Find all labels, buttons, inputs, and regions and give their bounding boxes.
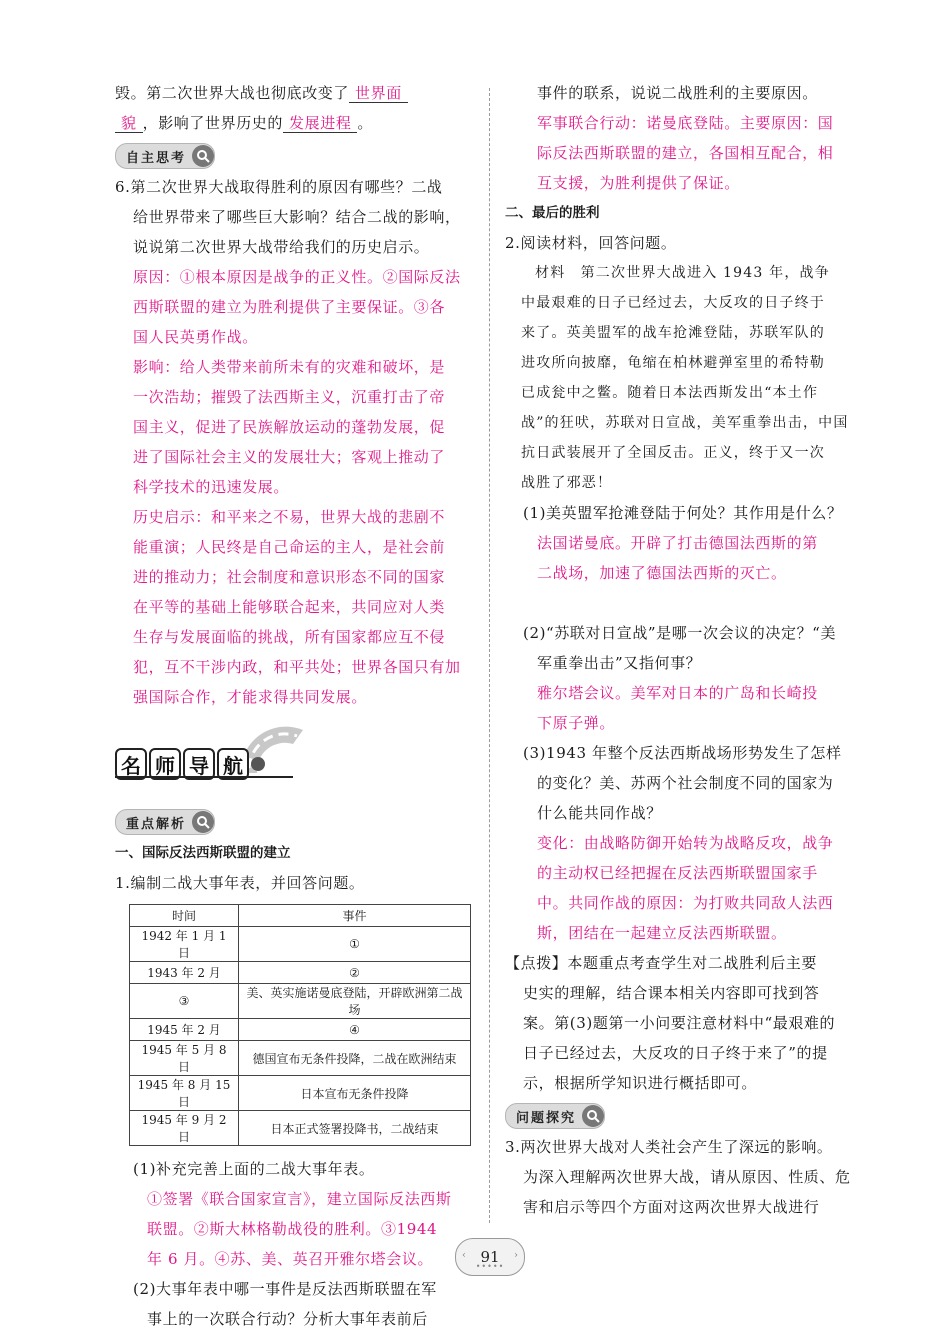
right-chevron-icon: ›	[514, 1250, 518, 1261]
reading-material	[505, 258, 865, 498]
material-line: 战”的狂吠，苏联对日宣战，美军重拳出击，中国	[521, 415, 849, 431]
banner-char: 导	[183, 748, 215, 780]
answer-line: 国人民英勇作战。	[133, 328, 258, 346]
question-2-2: (2)“苏联对日宣战”是哪一次会议的决定？“美	[523, 624, 837, 642]
table-cell: 1945 年 8 月 15 日	[130, 1076, 239, 1111]
table-header-event: 事件	[239, 905, 471, 927]
banner-rule	[115, 776, 293, 778]
answer-line: 联盟。②斯大林格勒战役的胜利。③1944	[147, 1220, 438, 1238]
material-line: 抗日武装展开了全国反击。正义，终于又一次	[521, 445, 825, 461]
question-2-3-line: 什么能共同作战？	[537, 804, 662, 822]
answer-blank-1b: 貌	[115, 114, 143, 133]
question-1-2: (2)大事年表中哪一事件是反法西斯联盟在军	[133, 1280, 437, 1298]
tip-line: 案。第(3)题第一小问要注意材料中“最艰难的	[523, 1014, 836, 1032]
answer-line: 的主动权已经把握在反法西斯联盟国家手	[537, 864, 818, 882]
answer-2-3	[505, 828, 865, 948]
teacher-guide-banner	[115, 718, 475, 800]
banner-char: 名	[115, 748, 147, 780]
material-line: 中最艰难的日子已经过去，大反攻的日子终于	[521, 295, 825, 311]
question-2-3: (3)1943 年整个反法西斯战场形势发生了怎样	[523, 744, 842, 762]
table-header-time: 时间	[130, 905, 239, 927]
table-cell: 美、英实施诺曼底登陆，开辟欧洲第二战场	[239, 984, 471, 1019]
table-row	[130, 1041, 471, 1076]
fill-text-1: 毁。第二次世界大战也彻底改变了	[115, 84, 350, 102]
question-2-3-line: 的变化？美、苏两个社会制度不同的国家为	[537, 774, 834, 792]
answer-line: 强国际合作，才能求得共同发展。	[133, 688, 368, 706]
magnifier-icon	[192, 811, 214, 833]
table-cell: ④	[239, 1019, 471, 1041]
answer-line: 变化：由战略防御开始转为战略反攻，战争	[537, 834, 834, 852]
answer-line: 国主义，促进了民族解放运动的蓬勃发展，促	[133, 418, 446, 436]
section-tag-label: 重点解析	[126, 816, 187, 832]
table-header-row	[130, 905, 471, 927]
answer-line: 影响：给人类带来前所未有的灾难和破坏，是	[133, 358, 446, 376]
answer-6	[115, 262, 475, 712]
answer-line: 犯，互不干涉内政，和平共处；世界各国只有加	[133, 658, 461, 676]
answer-line: 历史启示：和平来之不易，世界大战的悲剧不	[133, 508, 446, 526]
section-heading-2: 二、最后的胜利	[505, 205, 600, 221]
material-line: 来了。英美盟军的战车抢滩登陆，苏联军队的	[521, 325, 825, 341]
material-line: 已成瓮中之鳖。随着日本法西斯发出“本土作	[521, 385, 819, 401]
table-row	[130, 962, 471, 984]
answer-line: 能重演；人民终是自己命运的主人，是社会前	[133, 538, 446, 556]
left-chevron-icon: ‹	[462, 1250, 466, 1261]
answer-line: 中。共同作战的原因：为打败共同敌人法西	[537, 894, 834, 912]
table-cell: 德国宣布无条件投降，二战在欧洲结束	[239, 1041, 471, 1076]
table-row	[130, 1111, 471, 1146]
answer-1-1	[115, 1184, 475, 1274]
fill-text-3: 。	[357, 114, 374, 132]
left-column	[115, 78, 475, 1334]
answer-line: 进了国际社会主义的发展壮大；客观上推动了	[133, 448, 446, 466]
question-2: 2.阅读材料，回答问题。	[505, 234, 677, 252]
table-cell: 日本宣布无条件投降	[239, 1076, 471, 1111]
answer-line: 一次浩劫；摧毁了法西斯主义，沉重打击了帝	[133, 388, 446, 406]
section-tag-label: 自主思考	[126, 150, 187, 166]
table-row	[130, 1019, 471, 1041]
tip-line: 【点拨】本题重点考查学生对二战胜利后主要	[505, 954, 818, 972]
fill-text-2: ，影响了世界历史的	[142, 114, 284, 132]
dots-icon: •••••	[475, 1262, 505, 1271]
magnifier-icon	[192, 145, 214, 167]
answer-line: 西斯联盟的建立为胜利提供了主要保证。③各	[133, 298, 446, 316]
table-row	[130, 984, 471, 1019]
right-column	[505, 78, 865, 1222]
answer-line: 原因：①根本原因是战争的正义性。②国际反法	[133, 268, 461, 286]
answer-2-1	[505, 528, 865, 588]
answer-line: 在平等的基础上能够联合起来，共同应对人类	[133, 598, 446, 616]
column-divider	[489, 88, 490, 1223]
answer-line: 年 6 月。④苏、美、英召开雅尔塔会议。	[147, 1250, 434, 1268]
answer-line: 斯，团结在一起建立反法西斯联盟。	[537, 924, 787, 942]
answer-line: 军事联合行动：诺曼底登陆。主要原因：国	[537, 114, 834, 132]
answer-line: 际反法西斯联盟的建立，各国相互配合，相	[537, 144, 834, 162]
answer-blank-2: 发展进程	[283, 114, 357, 133]
question-2-1: (1)美英盟军抢滩登陆于何处？其作用是什么？	[523, 504, 843, 522]
table-cell: 日本正式签署投降书，二战结束	[239, 1111, 471, 1146]
question-line: 给世界带来了哪些巨大影响？结合二战的影响，	[133, 208, 461, 226]
table-cell: ①	[239, 927, 471, 962]
question-1-2-cont: 事件的联系，说说二战胜利的主要原因。	[537, 84, 818, 102]
question-6	[115, 172, 475, 262]
table-row	[130, 1076, 471, 1111]
question-1-2-line: 事上的一次联合行动？分析大事年表前后	[147, 1310, 428, 1328]
fill-in-paragraph	[115, 78, 475, 138]
events-table	[129, 904, 471, 1146]
answer-line: 互支援，为胜利提供了保证。	[537, 174, 740, 192]
question-1-1: (1)补充完善上面的二战大事年表。	[133, 1160, 375, 1178]
section-tag-key-analysis	[115, 809, 215, 835]
question-line: 说说第二次世界大战带给我们的历史启示。	[133, 238, 430, 256]
answer-1-2	[505, 108, 865, 198]
question-line: 害和启示等四个方面对这两次世界大战进行	[523, 1198, 820, 1216]
material-line: 材料 第二次世界大战进入 1943 年，战争	[535, 265, 830, 281]
answer-line: 科学技术的迅速发展。	[133, 478, 290, 496]
table-row	[130, 927, 471, 962]
section-tag-self-thinking	[115, 143, 215, 169]
table-cell: ③	[130, 984, 239, 1019]
answer-line: 下原子弹。	[537, 714, 616, 732]
question-line: 3.两次世界大战对人类社会产生了深远的影响。	[505, 1138, 833, 1156]
question-2-2-line: 军重拳出击”又指何事？	[537, 654, 702, 672]
material-line: 进攻所向披靡，龟缩在柏林避弹室里的希特勒	[521, 355, 825, 371]
banner-char: 师	[149, 748, 181, 780]
answer-blank-1: 世界面	[349, 84, 408, 103]
question-3	[505, 1132, 865, 1222]
answer-line: ①签署《联合国家宣言》，建立国际反法西斯	[147, 1190, 452, 1208]
tip-paragraph	[505, 948, 865, 1098]
answer-line: 雅尔塔会议。美军对日本的广岛和长崎投	[537, 684, 818, 702]
tip-line: 史实的理解，结合课本相关内容即可找到答	[523, 984, 820, 1002]
tip-line: 日子已经过去，大反攻的日子终于来了”的提	[523, 1044, 828, 1062]
question-line: 为深入理解两次世界大战，请从原因、性质、危	[523, 1168, 851, 1186]
magnifier-icon	[582, 1105, 604, 1127]
table-cell: 1945 年 5 月 8 日	[130, 1041, 239, 1076]
question-1: 1.编制二战大事年表，并回答问题。	[115, 874, 365, 892]
table-cell: 1943 年 2 月	[130, 962, 239, 984]
material-line: 战胜了邪恶！	[521, 475, 613, 491]
section-tag-label: 问题探究	[516, 1110, 577, 1126]
table-cell: 1942 年 1 月 1 日	[130, 927, 239, 962]
tip-line: 示，根据所学知识进行概括即可。	[523, 1074, 758, 1092]
section-tag-problem-inquiry	[505, 1103, 605, 1129]
page-number-badge	[455, 1238, 525, 1276]
answer-line: 法国诺曼底。开辟了打击德国法西斯的第	[537, 534, 818, 552]
section-heading-1: 一、国际反法西斯联盟的建立	[115, 845, 291, 861]
page-number: 91	[480, 1248, 500, 1266]
table-cell: 1945 年 2 月	[130, 1019, 239, 1041]
answer-line: 生存与发展面临的挑战，所有国家都应互不侵	[133, 628, 446, 646]
table-cell: 1945 年 9 月 2 日	[130, 1111, 239, 1146]
answer-2-2	[505, 678, 865, 738]
banner-char: 航	[217, 748, 249, 780]
answer-line: 二战场，加速了德国法西斯的灭亡。	[537, 564, 787, 582]
answer-line: 进的推动力；社会制度和意识形态不同的国家	[133, 568, 446, 586]
question-line: 6.第二次世界大战取得胜利的原因有哪些？二战	[115, 178, 443, 196]
table-cell: ②	[239, 962, 471, 984]
